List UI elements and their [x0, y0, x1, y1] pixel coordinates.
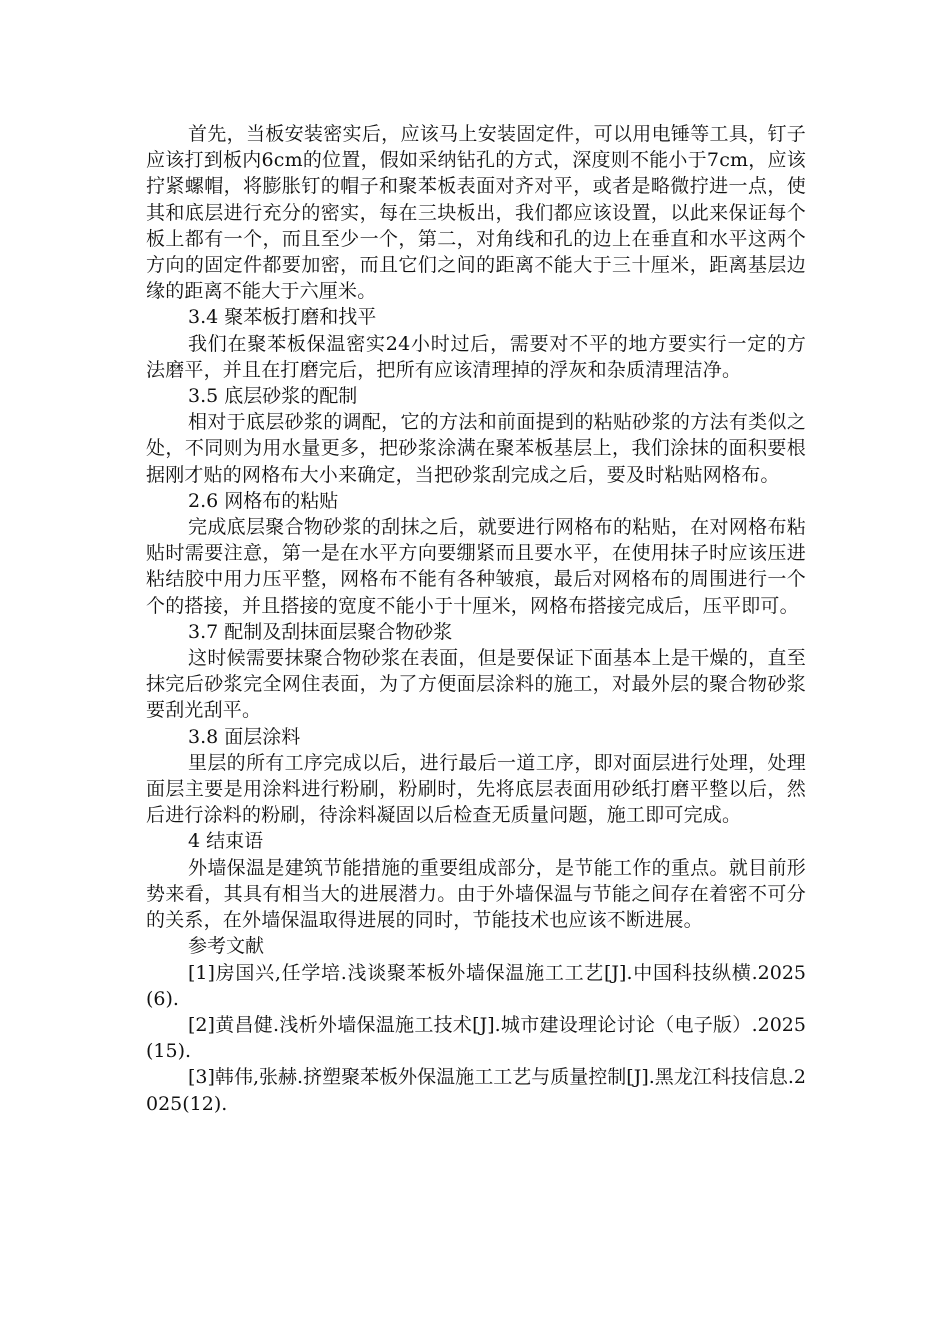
heading-4-conclusion: 4 结束语	[188, 830, 264, 853]
heading-3-8: 3.8 面层涂料	[188, 725, 301, 748]
paragraph-3-4: 我们在聚苯板保温密实24小时过后，需要对不平的地方要实行一定的方法磨平，并且在打磨完后，把所有应该清理掉的浮灰和杂质清理洁净。	[146, 332, 806, 381]
paragraph-3-8: 里层的所有工序完成以后，进行最后一道工序，即对面层进行处理，处理面层主要是用涂料进行粉刷，粉刷时，先将底层表面用砂纸打磨平整以后，然后进行涂料的粉刷，待涂料凝固以后检查无质量问题，施工即可完成。	[146, 751, 806, 827]
paragraph-3-7: 这时候需要抹聚合物砂浆在表面，但是要保证下面基本上是干燥的，直至抹完后砂浆完全网住表面，为了方便面层涂料的施工，对最外层的聚合物砂浆要刮光刮平。	[146, 647, 806, 722]
reference-item: [2]黄昌健.浅析外墙保温施工技术[J].城市建设理论讨论（电子版）.2025(15).	[146, 1013, 806, 1063]
heading-references: 参考文献	[188, 935, 265, 958]
paragraph-2-6: 完成底层聚合物砂浆的刮抹之后，就要进行网格布的粘贴，在对网格布粘贴时需要注意，第一是在水平方向要绷紧而且要水平，在使用抹子时应该压进粘结胶中用力压平整，网格布不能有各种皱痕，最后对网格布的周围进行一个个的搭接，并且搭接的宽度不能小于十厘米，网格布搭接完成后，压平即可。	[146, 516, 806, 617]
heading-3-7: 3.7 配制及刮抹面层聚合物砂浆	[188, 620, 453, 643]
reference-item: [1]房国兴,任学培.浅谈聚苯板外墙保温施工工艺[J].中国科技纵横.2025(6).	[146, 961, 806, 1010]
heading-2-6: 2.6 网格布的粘贴	[188, 489, 339, 512]
heading-3-5: 3.5 底层砂浆的配制	[188, 385, 358, 408]
document-body	[146, 121, 806, 1117]
reference-item: [3]韩伟,张赫.挤塑聚苯板外保温施工工艺与质量控制[J].黑龙江科技信息.2025(12).	[146, 1066, 806, 1115]
paragraph-4-conclusion: 外墙保温是建筑节能措施的重要组成部分，是节能工作的重点。就目前形势来看，其具有相当大的进展潜力。由于外墙保温与节能之间存在着密不可分的关系，在外墙保温取得进展的同时，节能技术也应该不断进展。	[146, 856, 806, 932]
paragraph-3-5: 相对于底层砂浆的调配，它的方法和前面提到的粘贴砂浆的方法有类似之处，不同则为用水量更多，把砂浆涂满在聚苯板基层上，我们涂抹的面积要根据刚才贴的网格布大小来确定，当把砂浆刮完成之后，要及时粘贴网格布。	[146, 411, 806, 486]
paragraph-fasteners: 首先，当板安装密实后，应该马上安装固定件，可以用电锤等工具，钉子应该打到板内6cm的位置，假如采纳钻孔的方式，深度则不能小于7cm，应该拧紧螺帽，将膨胀钉的帽子和聚苯板表面对齐对平，或者是略微拧进一点，使其和底层进行充分的密实，每在三块板出，我们都应该设置，以此来保证每个板上都有一个，而且至少一个，第二，对角线和孔的边上在垂直和水平这两个方向的固定件都要加密，而且它们之间的距离不能大于三十厘米，距离基层边缘的距离不能大于六厘米。	[146, 123, 806, 303]
heading-3-4: 3.4 聚苯板打磨和找平	[188, 306, 377, 329]
